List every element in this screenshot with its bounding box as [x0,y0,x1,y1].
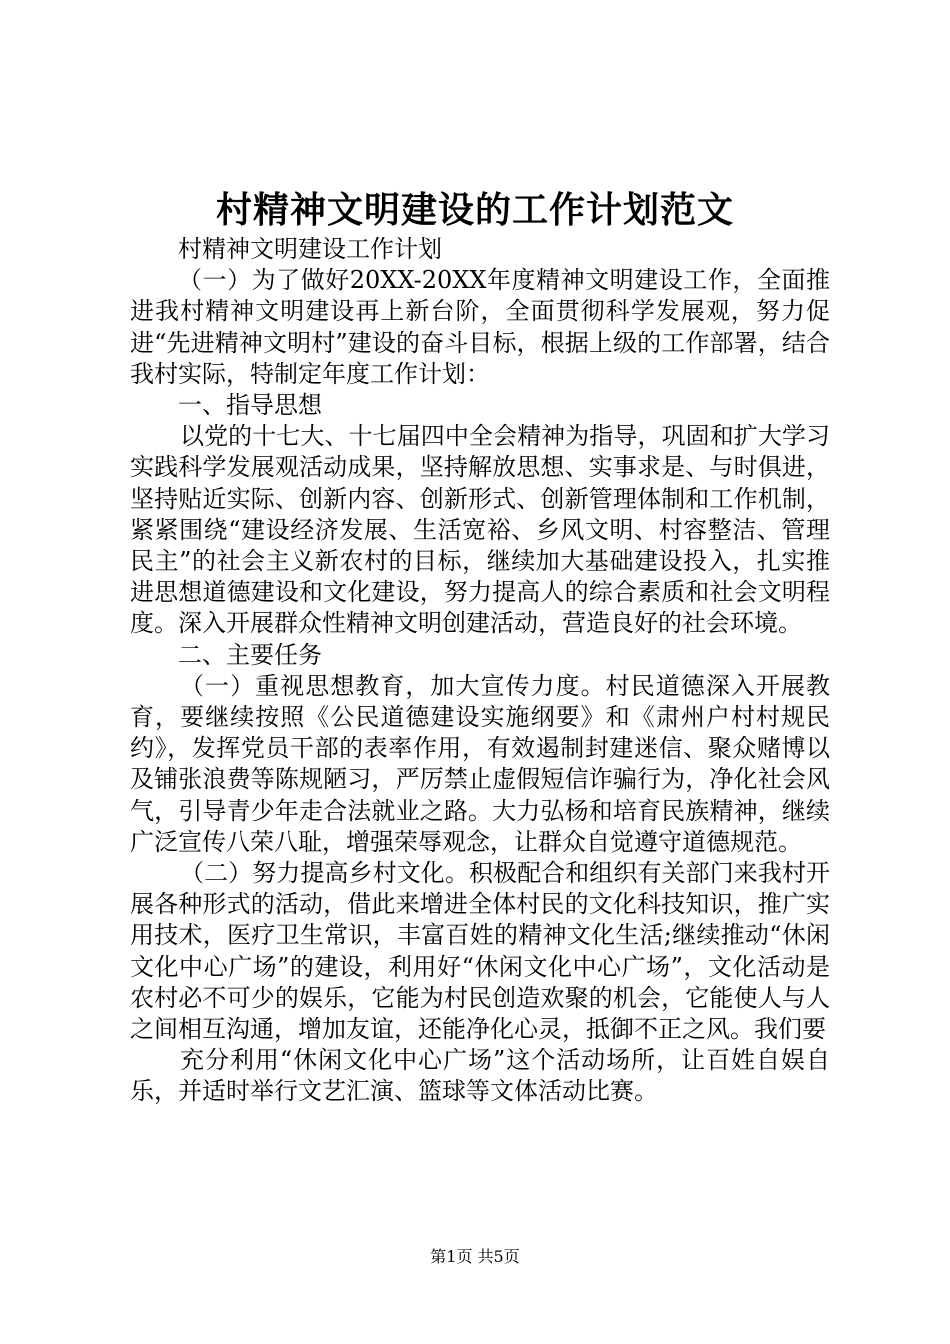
paragraph-task-one: （一）重视思想教育，加大宣传力度。村民道德深入开展教育，要继续按照《公民道德建设实施纲要》和《肃州户村村规民约》，发挥党员干部的表率作用，有效遏制封建迷信、聚众赌博以及铺张浪费等陈规陋习，严厉禁止虚假短信诈骗行为，净化社会风气，引导青少年走合法就业之路。大力弘杨和培育民族精神，继续广泛宣传八荣八耻，增强荣辱观念，让群众自觉遵守道德规范。 [130,671,830,856]
paragraph-task-two-continued: 充分利用“休闲文化中心广场”这个活动场所，让百姓自娱自乐，并适时举行文艺汇演、篮球等文体活动比赛。 [130,1046,830,1106]
section-heading-guiding-ideology: 一、指导思想 [178,391,322,420]
document-title: 村精神文明建设的工作计划范文 [215,189,734,231]
document-body [130,234,830,1108]
page-indicator: 第1页 共5页 [430,1247,520,1266]
paragraph-task-two: （二）努力提高乡村文化。积极配合和组织有关部门来我村开展各种形式的活动，借此来增进全体村民的文化科技知识，推广实用技术，医疗卫生常识，丰富百姓的精神文化生活;继续推动“休闲文化中心广场”的建设，利用好“休闲文化中心广场”，文化活动是农村必不可少的娱乐，它能为村民创造欢聚的机会，它能使人与人之间相互沟通，增加友谊，还能净化心灵，抵御不正之风。我们要 [130,859,830,1044]
paragraph-plan-heading: 村精神文明建设工作计划 [178,235,442,263]
paragraph-intro: （一）为了做好20XX-20XX年度精神文明建设工作，全面推进我村精神文明建设再上新台阶，全面贯彻科学发展观，努力促进“先进精神文明村”建设的奋斗目标，根据上级的工作部署，结合我村实际，特制定年度工作计划： [130,266,830,388]
paragraph-guiding-ideology: 以党的十七大、十七届四中全会精神为指导，巩固和扩大学习实践科学发展观活动成果，坚持解放思想、实事求是、与时俱进，坚持贴近实际、创新内容、创新形式、创新管理体制和工作机制，紧紧围绕“建设经济发展、生活宽裕、乡风文明、村容整洁、管理民主”的社会主义新农村的目标，继续加大基础建设投入，扎实推进思想道德建设和文化建设，努力提高人的综合素质和社会文明程度。深入开展群众性精神文明创建活动，营造良好的社会环境。 [130,422,830,638]
section-heading-main-tasks: 二、主要任务 [178,640,322,669]
